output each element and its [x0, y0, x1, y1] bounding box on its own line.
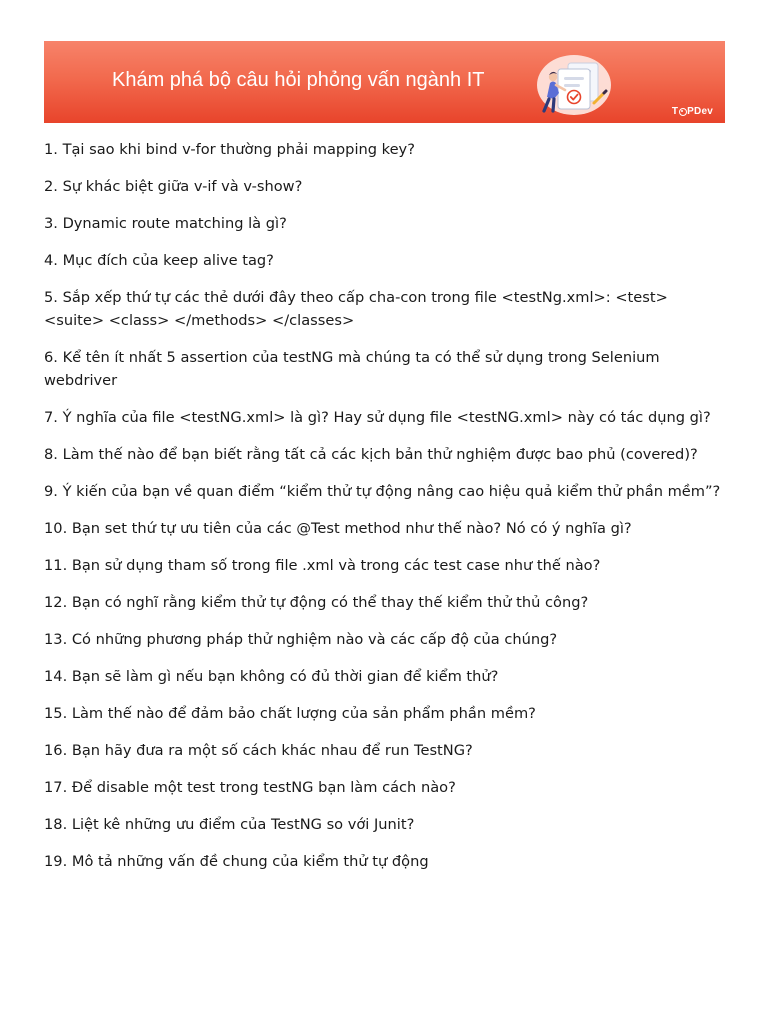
question-list [44, 138, 728, 887]
question-item: 4. Mục đích của keep alive tag? [44, 252, 274, 269]
question-item: 16. Bạn hãy đưa ra một số cách khác nhau để run TestNG? [44, 742, 473, 759]
question-item: 7. Ý nghĩa của file <testNG.xml> là gì? Hay sử dụng file <testNG.xml> này có tác dụng gì? [44, 409, 711, 426]
banner-title: Khám phá bộ câu hỏi phỏng vấn ngành IT [112, 69, 485, 91]
header-banner [44, 41, 725, 123]
question-item: 13. Có những phương pháp thử nghiệm nào và các cấp độ của chúng? [44, 631, 558, 648]
question-item: 18. Liệt kê những ưu điểm của TestNG so với Junit? [44, 816, 415, 833]
question-item: 9. Ý kiến của bạn về quan điểm “kiểm thử tự động nâng cao hiệu quả kiểm thử phần mềm”? [44, 483, 721, 500]
question-item: 6. Kể tên ít nhất 5 assertion của testNG mà chúng ta có thể sử dụng trong Selenium webdriver [44, 349, 660, 389]
question-item: 10. Bạn set thứ tự ưu tiên của các @Test method như thế nào? Nó có ý nghĩa gì? [44, 520, 632, 537]
question-item: 5. Sắp xếp thứ tự các thẻ dưới đây theo cấp cha-con trong file <testNg.xml>: <test> <suite> <class> </methods> </classes> [44, 289, 668, 329]
checklist-document-icon [534, 53, 614, 117]
question-item: 8. Làm thế nào để bạn biết rằng tất cả các kịch bản thử nghiệm được bao phủ (covered)? [44, 446, 698, 463]
question-item: 19. Mô tả những vấn đề chung của kiểm thử tự động [44, 853, 429, 870]
brand-o-icon [679, 108, 687, 116]
question-item: 17. Để disable một test trong testNG bạn làm cách nào? [44, 779, 456, 796]
question-item: 11. Bạn sử dụng tham số trong file .xml và trong các test case như thế nào? [44, 557, 601, 574]
question-item: 1. Tại sao khi bind v-for thường phải mapping key? [44, 141, 415, 158]
brand-prefix: T [671, 106, 679, 117]
question-item: 14. Bạn sẽ làm gì nếu bạn không có đủ thời gian để kiểm thử? [44, 668, 499, 685]
brand-suffix: PDev [687, 106, 713, 117]
topdev-logo [672, 106, 713, 117]
question-item: 12. Bạn có nghĩ rằng kiểm thử tự động có thể thay thế kiểm thử thủ công? [44, 594, 589, 611]
question-item: 15. Làm thế nào để đảm bảo chất lượng của sản phẩm phần mềm? [44, 705, 536, 722]
question-item: 2. Sự khác biệt giữa v-if và v-show? [44, 178, 303, 195]
question-item: 3. Dynamic route matching là gì? [44, 215, 287, 232]
